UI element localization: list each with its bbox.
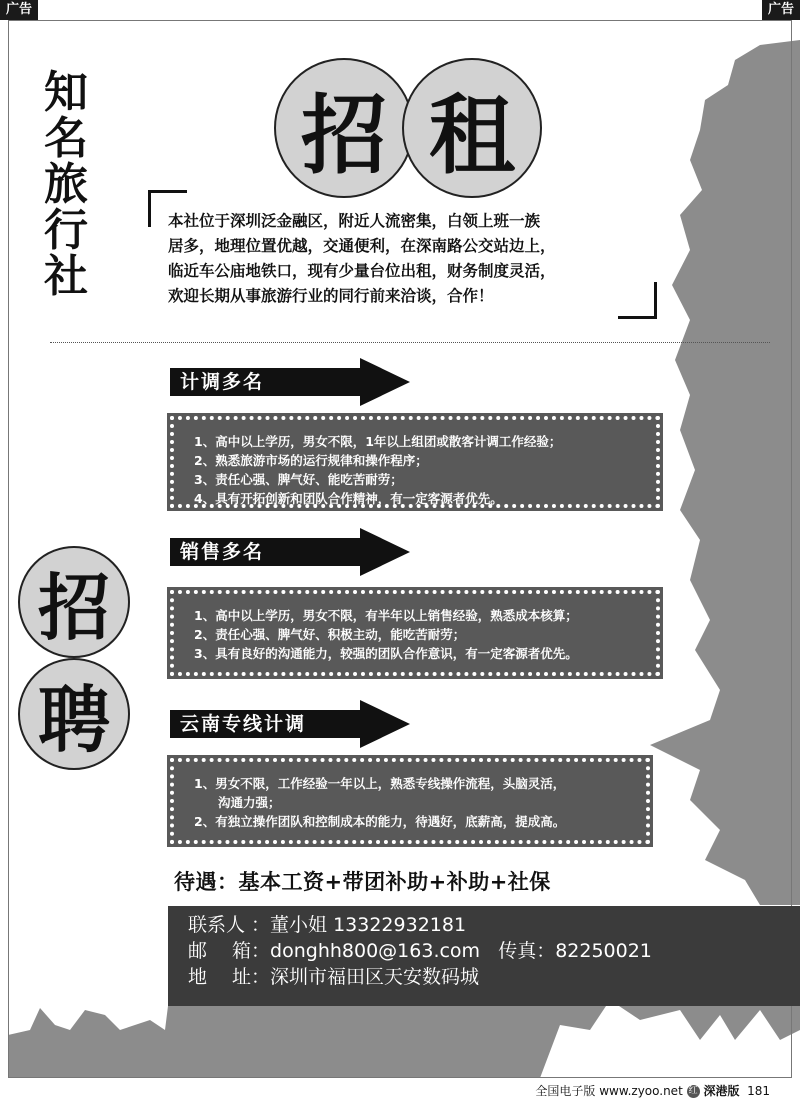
requirement-line: 3、具有良好的沟通能力，较强的团队合作意识，有一定客源者优先。 — [194, 646, 578, 661]
position-title: 云南专线计调 — [180, 713, 307, 735]
requirement-line: 3、责任心强、脾气好、能吃苦耐劳； — [194, 472, 403, 487]
position-arrow-2 — [170, 528, 410, 576]
recruit-heading-char-2: 聘 — [18, 658, 130, 770]
ad-tag-left: 广告 — [0, 0, 38, 20]
position-requirements-1 — [170, 416, 660, 508]
footer-edition: 深港版 — [703, 1084, 740, 1098]
rent-heading-char-1: 招 — [274, 58, 414, 198]
intro-line: 临近车公庙地铁口，现有少量台位出租，财务制度灵活， — [168, 261, 556, 280]
position-requirements-2 — [170, 590, 660, 676]
agency-title-char: 行 — [44, 205, 88, 256]
ad-tag-right: 广告 — [762, 0, 800, 20]
requirement-line: 2、责任心强、脾气好、积极主动，能吃苦耐劳； — [194, 627, 466, 642]
recruit-heading-char-1: 招 — [18, 546, 130, 658]
requirement-line: 1、高中以上学历，男女不限，有半年以上销售经验，熟悉成本核算； — [194, 608, 578, 623]
agency-title-char: 社 — [44, 251, 88, 302]
requirement-line: 1、高中以上学历，男女不限，1年以上组团或散客计调工作经验； — [194, 434, 562, 449]
page-footer — [535, 1082, 770, 1099]
agency-title — [38, 67, 94, 302]
agency-title-char: 知 — [44, 67, 88, 118]
contact-person: 联系人 ：董小姐 13322932181 — [188, 914, 467, 936]
intro-line: 欢迎长期从事旅游行业的同行前来洽谈，合作！ — [168, 286, 494, 305]
intro-line: 本社位于深圳泛金融区，附近人流密集，白领上班一族 — [168, 211, 541, 230]
contact-box — [168, 906, 800, 1006]
contact-email: 邮 箱：donghh800@163.com — [188, 940, 481, 962]
position-requirements-3 — [170, 758, 650, 844]
footer-logo-icon: 红 — [688, 1086, 698, 1096]
requirement-line: 2、熟悉旅游市场的运行规律和操作程序； — [194, 453, 428, 468]
footer-site: 全国电子版 www.zyoo.net — [535, 1084, 683, 1098]
requirement-line: 2、有独立操作团队和控制成本的能力，待遇好，底薪高，提成高。 — [194, 814, 566, 829]
page-number: 181 — [747, 1084, 770, 1098]
requirement-line: 4、具有开拓创新和团队合作精神，有一定客源者优先。 — [194, 491, 503, 506]
rent-heading-char-2: 租 — [402, 58, 542, 198]
contact-address: 地 址：深圳市福田区天安数码城 — [188, 966, 480, 988]
position-arrow-3 — [170, 700, 410, 748]
requirement-line: 1、男女不限，工作经验一年以上，熟悉专线操作流程，头脑灵活， — [194, 776, 566, 791]
rental-intro — [168, 208, 648, 308]
position-title: 计调多名 — [180, 371, 265, 393]
requirement-line: 沟通力强； — [218, 795, 281, 810]
position-arrow-1 — [170, 358, 410, 406]
contact-email-fax — [188, 938, 800, 964]
agency-title-char: 旅 — [44, 159, 88, 210]
contact-fax: 传真：82250021 — [498, 940, 652, 962]
position-title: 销售多名 — [180, 541, 265, 563]
section-divider — [50, 342, 770, 343]
intro-line: 居多，地理位置优越，交通便利，在深南路公交站边上， — [168, 236, 556, 255]
agency-title-char: 名 — [44, 113, 88, 164]
benefits-line: 待遇：基本工资+带团补助+补助+社保 — [174, 870, 551, 894]
